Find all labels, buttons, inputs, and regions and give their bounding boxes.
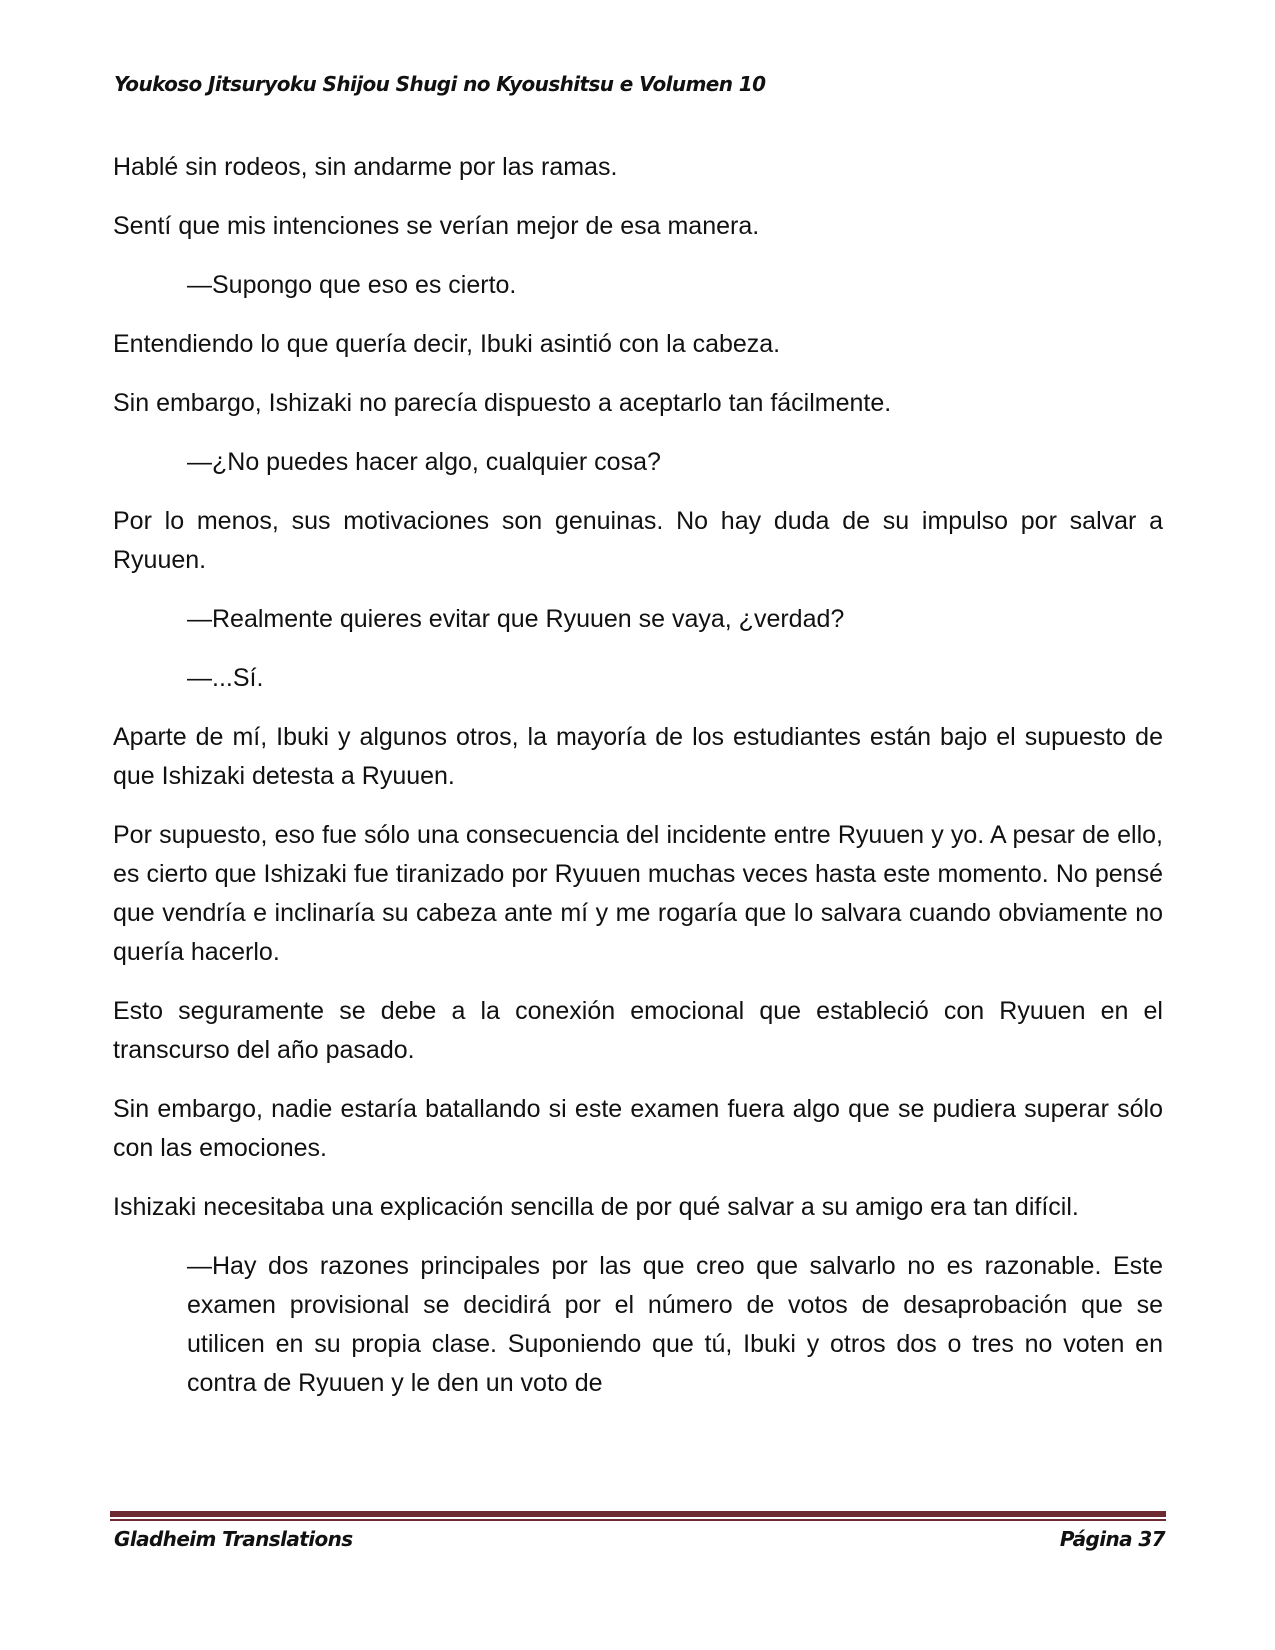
page-body: [113, 148, 1163, 1423]
paragraph: Esto seguramente se debe a la conexión emocional que estableció con Ryuuen en el transcurso del año pasado.: [113, 997, 1163, 1064]
dialog-paragraph: —¿No puedes hacer algo, cualquier cosa?: [187, 448, 661, 476]
paragraph: Hablé sin rodeos, sin andarme por las ramas.: [113, 153, 618, 181]
footer-credit: Gladheim Translations: [114, 1527, 353, 1551]
paragraph: Por lo menos, sus motivaciones son genuinas. No hay duda de su impulso por salvar a Ryuuen.: [113, 507, 1163, 574]
paragraph: Ishizaki necesitaba una explicación sencilla de por qué salvar a su amigo era tan difícil.: [113, 1193, 1079, 1221]
footer-rule-thin: [110, 1519, 1166, 1521]
dialog-paragraph: —Realmente quieres evitar que Ryuuen se vaya, ¿verdad?: [187, 605, 845, 633]
dialog-paragraph: —Hay dos razones principales por las que creo que salvarlo no es razonable. Este examen provisional se decidirá por el número de votos de desaprobación que se utilicen en su propia clase. Suponiendo que tú, Ibuki y otros dos o tres no voten en contra de Ryuuen y le den un voto de: [187, 1252, 1163, 1397]
footer-rule-thick: [110, 1511, 1166, 1517]
dialog-paragraph: —...Sí.: [187, 664, 264, 692]
paragraph: Entendiendo lo que quería decir, Ibuki asintió con la cabeza.: [113, 330, 781, 358]
dialog-paragraph: —Supongo que eso es cierto.: [187, 271, 517, 299]
running-header: Youkoso Jitsuryoku Shijou Shugi no Kyoushitsu e Volumen 10: [114, 72, 766, 96]
paragraph: Sin embargo, Ishizaki no parecía dispuesto a aceptarlo tan fácilmente.: [113, 389, 892, 417]
paragraph: Aparte de mí, Ibuki y algunos otros, la mayoría de los estudiantes están bajo el supuesto de que Ishizaki detesta a Ryuuen.: [113, 723, 1163, 790]
paragraph: Sin embargo, nadie estaría batallando si este examen fuera algo que se pudiera superar sólo con las emociones.: [113, 1095, 1163, 1162]
paragraph: Sentí que mis intenciones se verían mejor de esa manera.: [113, 212, 760, 240]
page-number: Página 37: [1059, 1527, 1165, 1551]
paragraph: Por supuesto, eso fue sólo una consecuencia del incidente entre Ryuuen y yo. A pesar de ello, es cierto que Ishizaki fue tiranizado por Ryuuen muchas veces hasta este momento. No pensé que vendría e inclinaría su cabeza ante mí y me rogaría que lo salvara cuando obviamente no quería hacerlo.: [113, 821, 1163, 966]
